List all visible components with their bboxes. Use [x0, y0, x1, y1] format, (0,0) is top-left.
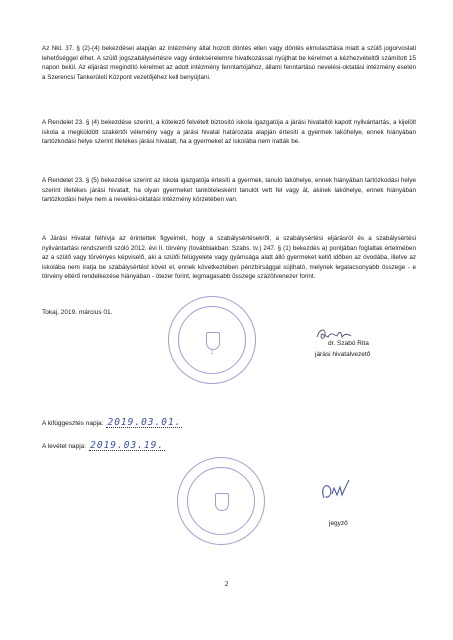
posting-date-label: A kifüggesztés napja: [42, 420, 104, 427]
paragraph-rendelet-5: A Rendelet 23. § (5) bekezdése szerint az iskola igazgatója értesíti a gyermek, tanuló lakóhelye, ennek hiányában tartózkodási helye szerint illetékes járási hivatalt, ha olyan gyermeket tankötelesként tanulót vett fel vagy át, akinek lakóhelye, ennek hiányában tartózkodási helye nem a nevelési-oktatási intézmény körzetében van. [42, 177, 416, 204]
signature-notary [318, 474, 360, 510]
signer-title: járási hivatalvezető [315, 351, 371, 358]
paragraph-appeal: Az Nkt. 37. § (2)-(4) bekezdései alapján az intézmény által hozott döntés ellen vagy döntés elmulasztása miatt a szülő jogorvoslati lehetőséggel élhet. A szülő jogszabálysértésre vagy érdeksérelemre hivatkozással nyújthat be kérelmet a kézhezvételtől számított 15 napon belül. Az eljárást megindító kérelmet az adott intézmény fenntartójához, állami fenntartású nevelési-oktatási intézmény esetén a Szerencsi Tankerületi Központ vezetőjéhez kell benyújtani. [42, 45, 416, 81]
coat-of-arms-icon [215, 493, 229, 511]
stamp-number: 1 [210, 350, 214, 357]
notary-title: jegyző [329, 520, 348, 527]
notary-stamp [177, 457, 265, 545]
removal-date-value: 2019.03.19. [90, 440, 165, 451]
paragraph-warning: A Járási Hivatal felhívja az érintettek figyelmét, hogy a szabálysértésekről, a szabálysértési eljárásról és a szabálysértési nyilvántartási rendszerről szóló 2012. évi II. törvény (továbbiakban: Szabs. tv.) 247. § (1) bekezdés a) pontjában foglaltak értelmében az a szülő vagy törvényes képviselő, aki a szülői felügyelete vagy gyámsága alatt álló gyermeket kellő időben az óvodába, illetve az iskolába nem íratja be szabálysértést követ el, ennek következtében pénzbírsággal sújtható, melynek legalacsonyabb összege - e törvény eltérő rendelkezése hiányában - ötezer forint, legmagasabb összege százötvenezer forint. [42, 235, 416, 281]
signer-name: dr. Szabó Rita [328, 340, 369, 347]
coat-of-arms-icon [206, 332, 220, 350]
removal-date-line [42, 441, 165, 451]
posting-date-value: 2019.03.01. [107, 417, 182, 428]
posting-date-line [42, 418, 182, 428]
paragraph-rendelet-4: A Rendelet 23. § (4) bekezdése szerint, a kötelező felvételt biztosító iskola igazgatója a járási hivataltól kapott nyilvántartás, a kijelölt iskola a megküldött szakértői vélemény vagy a járási hivatal határozata alapján értesíti a gyermek lakóhelye, ennek hiányában tartózkodási helye szerint illetékes járási hivatalt, ha a gyermeket az iskolába nem íratták be. [42, 119, 416, 146]
removal-date-label: A levétel napja: [42, 443, 87, 450]
official-stamp [168, 296, 256, 384]
page-number: 2 [224, 579, 229, 588]
place-date: Tokaj, 2019. március 01. [42, 309, 113, 316]
